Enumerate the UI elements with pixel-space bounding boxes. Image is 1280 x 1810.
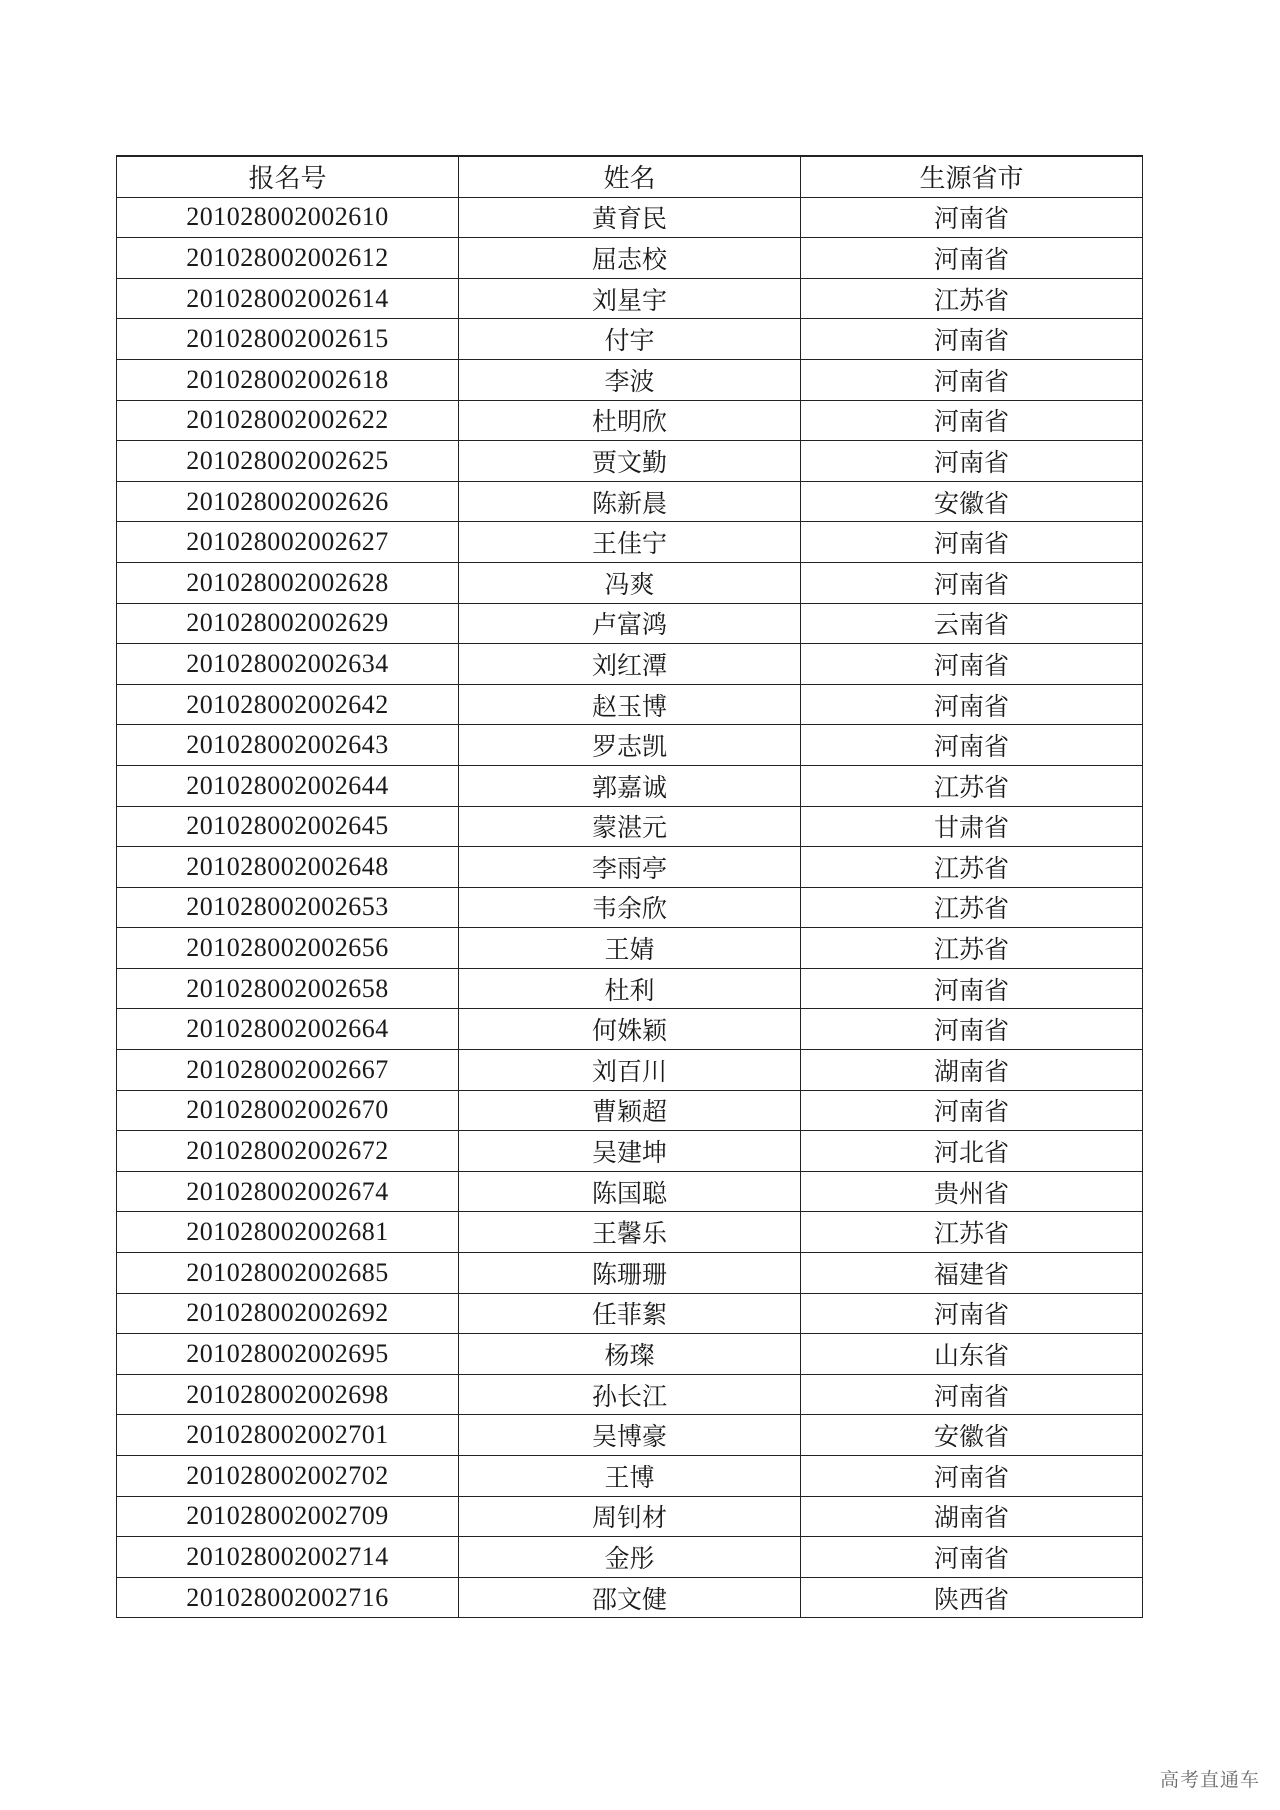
origin-province-cell: 河南省 bbox=[801, 684, 1143, 725]
student-name-cell: 卢富鸿 bbox=[459, 603, 801, 644]
table-row bbox=[117, 1537, 1143, 1578]
origin-province-cell: 河南省 bbox=[801, 359, 1143, 400]
table-row bbox=[117, 928, 1143, 969]
origin-province-cell: 陕西省 bbox=[801, 1577, 1143, 1618]
student-name-cell: 韦余欣 bbox=[459, 887, 801, 928]
origin-province-cell: 河南省 bbox=[801, 441, 1143, 482]
table-row bbox=[117, 1577, 1143, 1618]
student-name-cell: 何姝颖 bbox=[459, 1009, 801, 1050]
table-row bbox=[117, 562, 1143, 603]
student-name-cell: 刘红潭 bbox=[459, 644, 801, 685]
origin-province-cell: 安徽省 bbox=[801, 481, 1143, 522]
student-name-cell: 王馨乐 bbox=[459, 1212, 801, 1253]
registration-number-cell: 201028002002634 bbox=[117, 644, 459, 685]
origin-province-cell: 湖南省 bbox=[801, 1496, 1143, 1537]
origin-province-cell: 河南省 bbox=[801, 968, 1143, 1009]
table-row bbox=[117, 968, 1143, 1009]
student-name-cell: 任菲絮 bbox=[459, 1293, 801, 1334]
registration-number-cell: 201028002002658 bbox=[117, 968, 459, 1009]
table-row bbox=[117, 1496, 1143, 1537]
student-name-cell: 杜明欣 bbox=[459, 400, 801, 441]
student-name-cell: 李波 bbox=[459, 359, 801, 400]
origin-province-cell: 江苏省 bbox=[801, 847, 1143, 888]
table-row bbox=[117, 319, 1143, 360]
student-name-cell: 赵玉博 bbox=[459, 684, 801, 725]
table-row bbox=[117, 1334, 1143, 1375]
student-name-cell: 黄育民 bbox=[459, 197, 801, 238]
student-name-cell: 陈新晨 bbox=[459, 481, 801, 522]
table-row bbox=[117, 725, 1143, 766]
origin-province-cell: 甘肃省 bbox=[801, 806, 1143, 847]
student-name-cell: 冯爽 bbox=[459, 562, 801, 603]
student-name-cell: 陈珊珊 bbox=[459, 1253, 801, 1294]
table-row bbox=[117, 1171, 1143, 1212]
origin-province-cell: 河南省 bbox=[801, 400, 1143, 441]
registration-number-cell: 201028002002685 bbox=[117, 1253, 459, 1294]
registration-number-cell: 201028002002681 bbox=[117, 1212, 459, 1253]
table-row bbox=[117, 1009, 1143, 1050]
origin-province-cell: 河南省 bbox=[801, 1090, 1143, 1131]
student-name-cell: 屈志校 bbox=[459, 238, 801, 279]
origin-province-cell: 江苏省 bbox=[801, 928, 1143, 969]
origin-province-cell: 贵州省 bbox=[801, 1171, 1143, 1212]
origin-province-cell: 山东省 bbox=[801, 1334, 1143, 1375]
student-name-cell: 孙长江 bbox=[459, 1374, 801, 1415]
student-name-cell: 周钊材 bbox=[459, 1496, 801, 1537]
registration-number-cell: 201028002002667 bbox=[117, 1050, 459, 1091]
origin-province-cell: 湖南省 bbox=[801, 1050, 1143, 1091]
origin-province-cell: 江苏省 bbox=[801, 765, 1143, 806]
student-name-cell: 杜利 bbox=[459, 968, 801, 1009]
registration-number-cell: 201028002002628 bbox=[117, 562, 459, 603]
origin-province-cell: 江苏省 bbox=[801, 887, 1143, 928]
table-row bbox=[117, 887, 1143, 928]
student-name-cell: 罗志凯 bbox=[459, 725, 801, 766]
origin-province-cell: 河南省 bbox=[801, 1293, 1143, 1334]
registration-number-cell: 201028002002709 bbox=[117, 1496, 459, 1537]
origin-province-cell: 河南省 bbox=[801, 1009, 1143, 1050]
registration-number-cell: 201028002002626 bbox=[117, 481, 459, 522]
origin-province-cell: 河南省 bbox=[801, 644, 1143, 685]
registration-number-cell: 201028002002674 bbox=[117, 1171, 459, 1212]
student-name-cell: 吴建坤 bbox=[459, 1131, 801, 1172]
registration-number-cell: 201028002002716 bbox=[117, 1577, 459, 1618]
table-row bbox=[117, 522, 1143, 563]
table-row bbox=[117, 359, 1143, 400]
header-origin-province: 生源省市 bbox=[801, 156, 1143, 197]
origin-province-cell: 河南省 bbox=[801, 1374, 1143, 1415]
registration-number-cell: 201028002002692 bbox=[117, 1293, 459, 1334]
student-name-cell: 刘星宇 bbox=[459, 278, 801, 319]
student-name-cell: 陈国聪 bbox=[459, 1171, 801, 1212]
origin-province-cell: 福建省 bbox=[801, 1253, 1143, 1294]
table-row bbox=[117, 1212, 1143, 1253]
student-name-cell: 邵文健 bbox=[459, 1577, 801, 1618]
registration-number-cell: 201028002002664 bbox=[117, 1009, 459, 1050]
registration-number-cell: 201028002002643 bbox=[117, 725, 459, 766]
registration-number-cell: 201028002002648 bbox=[117, 847, 459, 888]
student-name-cell: 李雨亭 bbox=[459, 847, 801, 888]
registration-number-cell: 201028002002653 bbox=[117, 887, 459, 928]
registration-number-cell: 201028002002672 bbox=[117, 1131, 459, 1172]
table-row bbox=[117, 644, 1143, 685]
table-row bbox=[117, 238, 1143, 279]
registration-number-cell: 201028002002614 bbox=[117, 278, 459, 319]
registration-number-cell: 201028002002645 bbox=[117, 806, 459, 847]
table-row bbox=[117, 278, 1143, 319]
registration-number-cell: 201028002002670 bbox=[117, 1090, 459, 1131]
registration-number-cell: 201028002002642 bbox=[117, 684, 459, 725]
enrollment-table bbox=[116, 155, 1143, 1618]
header-row bbox=[117, 156, 1143, 197]
origin-province-cell: 河南省 bbox=[801, 197, 1143, 238]
student-name-cell: 刘百川 bbox=[459, 1050, 801, 1091]
registration-number-cell: 201028002002612 bbox=[117, 238, 459, 279]
registration-number-cell: 201028002002629 bbox=[117, 603, 459, 644]
table-row bbox=[117, 684, 1143, 725]
registration-number-cell: 201028002002656 bbox=[117, 928, 459, 969]
table-row bbox=[117, 847, 1143, 888]
table-row bbox=[117, 1090, 1143, 1131]
registration-number-cell: 201028002002698 bbox=[117, 1374, 459, 1415]
student-name-cell: 杨璨 bbox=[459, 1334, 801, 1375]
registration-number-cell: 201028002002644 bbox=[117, 765, 459, 806]
table-row bbox=[117, 806, 1143, 847]
table-row bbox=[117, 197, 1143, 238]
registration-number-cell: 201028002002714 bbox=[117, 1537, 459, 1578]
origin-province-cell: 河北省 bbox=[801, 1131, 1143, 1172]
table-row bbox=[117, 1415, 1143, 1456]
registration-number-cell: 201028002002610 bbox=[117, 197, 459, 238]
student-name-cell: 付宇 bbox=[459, 319, 801, 360]
student-name-cell: 金彤 bbox=[459, 1537, 801, 1578]
registration-number-cell: 201028002002618 bbox=[117, 359, 459, 400]
origin-province-cell: 江苏省 bbox=[801, 278, 1143, 319]
student-name-cell: 曹颖超 bbox=[459, 1090, 801, 1131]
origin-province-cell: 河南省 bbox=[801, 238, 1143, 279]
origin-province-cell: 河南省 bbox=[801, 725, 1143, 766]
student-name-cell: 王婧 bbox=[459, 928, 801, 969]
table-row bbox=[117, 400, 1143, 441]
table-row bbox=[117, 1456, 1143, 1497]
student-name-cell: 王佳宁 bbox=[459, 522, 801, 563]
origin-province-cell: 河南省 bbox=[801, 319, 1143, 360]
table-body bbox=[117, 197, 1143, 1618]
registration-number-cell: 201028002002702 bbox=[117, 1456, 459, 1497]
registration-number-cell: 201028002002627 bbox=[117, 522, 459, 563]
table-row bbox=[117, 603, 1143, 644]
origin-province-cell: 河南省 bbox=[801, 1537, 1143, 1578]
student-name-cell: 蒙湛元 bbox=[459, 806, 801, 847]
table-row bbox=[117, 1374, 1143, 1415]
registration-number-cell: 201028002002615 bbox=[117, 319, 459, 360]
origin-province-cell: 安徽省 bbox=[801, 1415, 1143, 1456]
header-registration-number: 报名号 bbox=[117, 156, 459, 197]
origin-province-cell: 云南省 bbox=[801, 603, 1143, 644]
header-name: 姓名 bbox=[459, 156, 801, 197]
student-name-cell: 王博 bbox=[459, 1456, 801, 1497]
table-row bbox=[117, 441, 1143, 482]
origin-province-cell: 河南省 bbox=[801, 522, 1143, 563]
origin-province-cell: 江苏省 bbox=[801, 1212, 1143, 1253]
table-row bbox=[117, 765, 1143, 806]
student-name-cell: 郭嘉诚 bbox=[459, 765, 801, 806]
student-name-cell: 贾文勤 bbox=[459, 441, 801, 482]
registration-number-cell: 201028002002695 bbox=[117, 1334, 459, 1375]
origin-province-cell: 河南省 bbox=[801, 1456, 1143, 1497]
table-row bbox=[117, 481, 1143, 522]
registration-number-cell: 201028002002701 bbox=[117, 1415, 459, 1456]
student-name-cell: 吴博豪 bbox=[459, 1415, 801, 1456]
table-header bbox=[117, 156, 1143, 197]
table-row bbox=[117, 1131, 1143, 1172]
table-row bbox=[117, 1293, 1143, 1334]
table-row bbox=[117, 1253, 1143, 1294]
watermark-text: 高考直通车 bbox=[1159, 1769, 1260, 1791]
origin-province-cell: 河南省 bbox=[801, 562, 1143, 603]
registration-number-cell: 201028002002622 bbox=[117, 400, 459, 441]
table-row bbox=[117, 1050, 1143, 1091]
registration-number-cell: 201028002002625 bbox=[117, 441, 459, 482]
